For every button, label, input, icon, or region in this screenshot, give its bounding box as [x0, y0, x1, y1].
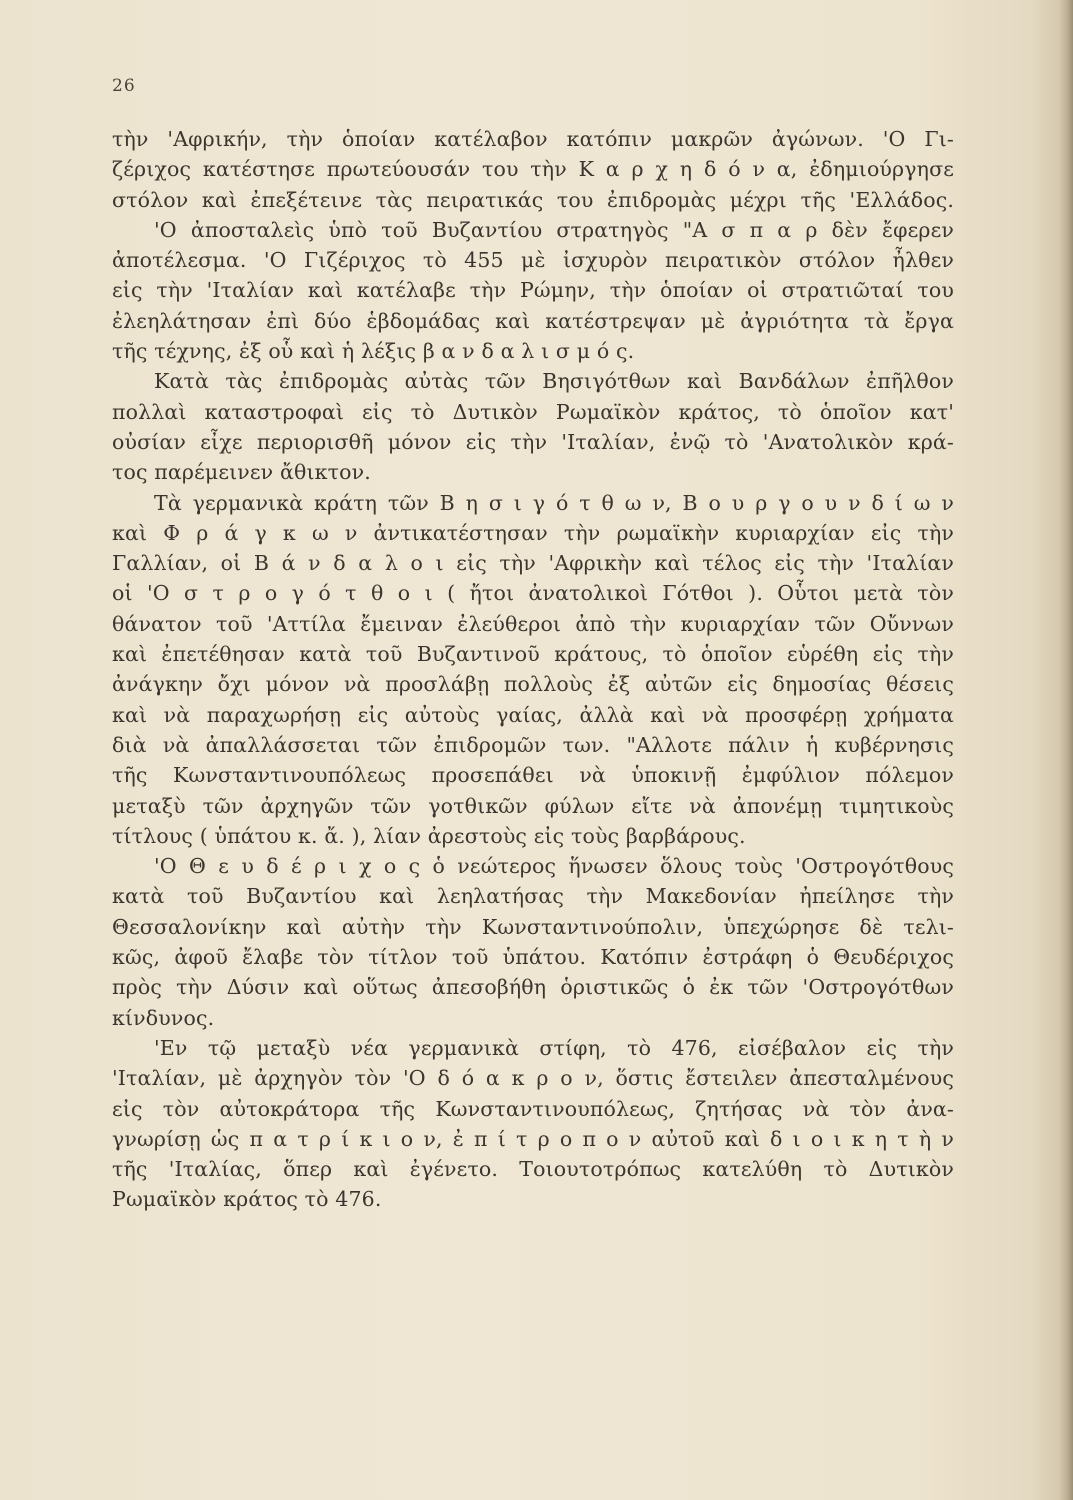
text-line: τῆς Κωνσταντινουπόλεως προσεπάθει νὰ ὑποκινῇ ἐμφύλιον πόλεμον — [112, 763, 954, 788]
text-line: τίτλους ( ὑπάτου κ. ἄ. ), λίαν ἀρεστοὺς εἰς τοὺς βαρβάρους. — [112, 823, 746, 848]
text-line: μεταξὺ τῶν ἀρχηγῶν τῶν γοτθικῶν φύλων εἴτε νὰ ἀπονέμῃ τιμητικοὺς — [112, 793, 954, 818]
text-line: 'Εν τῷ μεταξὺ νέα γερμανικὰ στίφη, τὸ 476, εἰσέβαλον εἰς τὴν — [154, 1035, 954, 1060]
page-number: 26 — [112, 76, 136, 96]
text-line: εἰς τὸν αὐτοκράτορα τῆς Κωνσταντινουπόλεως, ζητήσας νὰ τὸν ἀνα- — [112, 1096, 954, 1121]
text-line: ζέριχος κατέστησε πρωτεύουσάν του τὴν Κ α ρ χ η δ ό ν α, ἐδημιούργησε — [112, 157, 954, 182]
text-line: κῶς, ἀφοῦ ἔλαβε τὸν τίτλον τοῦ ὑπάτου. Κατόπιν ἐστράφη ὁ Θευδέριχος — [112, 945, 954, 970]
text-line: οὐσίαν εἶχε περιορισθῆ μόνον εἰς τὴν 'Ιταλίαν, ἐνῷ τὸ 'Ανατολικὸν κρά- — [112, 429, 954, 454]
text-line: εἰς τὴν 'Ιταλίαν καὶ κατέλαβε τὴν Ρώμην, τὴν ὁποίαν οἱ στρατιῶταί του — [112, 278, 954, 303]
text-line: 'Ο Θ ε υ δ έ ρ ι χ ο ς ὁ νεώτερος ἥνωσεν ὅλους τοὺς 'Οστρογότθους — [154, 854, 954, 879]
text-line: 'Ιταλίαν, μὲ ἀρχηγὸν τὸν 'Ο δ ό α κ ρ ο ν, ὅστις ἔστειλεν ἀπεσταλμένους — [112, 1066, 954, 1091]
text-line: οἱ 'Ο σ τ ρ ο γ ό τ θ ο ι ( ἤτοι ἀνατολικοὶ Γότθοι ). Οὗτοι μετὰ τὸν — [112, 581, 954, 606]
text-line: Ρωμαϊκὸν κράτος τὸ 476. — [112, 1187, 382, 1212]
text-line: Τὰ γερμανικὰ κράτη τῶν Β η σ ι γ ό τ θ ω ν, Β ο υ ρ γ ο υ ν δ ί ω ν — [154, 490, 954, 515]
body-text — [112, 124, 954, 1215]
text-line: Κατὰ τὰς ἐπιδρομὰς αὐτὰς τῶν Βησιγότθων καὶ Βανδάλων ἐπῆλθον — [154, 369, 954, 394]
text-line: τῆς 'Ιταλίας, ὅπερ καὶ ἐγένετο. Τοιουτοτρόπως κατελύθη τὸ Δυτικὸν — [112, 1157, 954, 1182]
text-line: στόλον καὶ ἐπεξέτεινε τὰς πειρατικάς του ἐπιδρομὰς μέχρι τῆς 'Ελλάδος. — [112, 187, 954, 212]
text-line: καὶ ἐπετέθησαν κατὰ τοῦ Βυζαντινοῦ κράτους, τὸ ὁποῖον εὑρέθη εἰς τὴν — [112, 642, 954, 667]
text-line: τὴν 'Αφρικήν, τὴν ὁποίαν κατέλαβον κατόπιν μακρῶν ἀγώνων. 'Ο Γι- — [112, 127, 954, 151]
text-line: τῆς τέχνης, ἐξ οὗ καὶ ἡ λέξις β α ν δ α λ ι σ μ ό ς. — [112, 339, 635, 364]
page-edge-shadow — [1059, 0, 1073, 1500]
text-line: 'Ο ἀποσταλεὶς ὑπὸ τοῦ Βυζαντίου στρατηγὸς "Α σ π α ρ δὲν ἔφερεν — [154, 217, 954, 242]
text-line: Γαλλίαν, οἱ Β ά ν δ α λ ο ι εἰς τὴν 'Αφρικὴν καὶ τέλος εἰς τὴν 'Ιταλίαν — [112, 551, 954, 576]
text-line: ἀποτέλεσμα. 'Ο Γιζέριχος τὸ 455 μὲ ἰσχυρὸν πειρατικὸν στόλον ἦλθεν — [112, 248, 954, 273]
text-line: τος παρέμεινεν ἄθικτον. — [112, 460, 371, 485]
text-line: πρὸς τὴν Δύσιν καὶ οὕτως ἀπεσοβήθη ὁριστικῶς ὁ ἐκ τῶν 'Οστρογότθων — [112, 975, 954, 1000]
text-line: κίνδυνος. — [112, 1005, 215, 1030]
text-line: πολλαὶ καταστροφαὶ εἰς τὸ Δυτικὸν Ρωμαϊκὸν κράτος, τὸ ὁποῖον κατ' — [112, 399, 954, 424]
text-line: καὶ Φ ρ ά γ κ ω ν ἀντικατέστησαν τὴν ρωμαϊκὴν κυριαρχίαν εἰς τὴν — [112, 520, 954, 545]
text-line: ἀνάγκην ὄχι μόνον νὰ προσλάβῃ πολλοὺς ἐξ αὐτῶν εἰς δημοσίας θέσεις — [112, 672, 954, 697]
text-line: Θεσσαλονίκην καὶ αὐτὴν τὴν Κωνσταντινούπολιν, ὑπεχώρησε δὲ τελι- — [112, 914, 954, 939]
text-line: θάνατον τοῦ 'Αττίλα ἔμειναν ἐλεύθεροι ἀπὸ τὴν κυριαρχίαν τῶν Οὔννων — [112, 611, 954, 636]
text-line: διὰ νὰ ἀπαλλάσσεται τῶν ἐπιδρομῶν των. "Αλλοτε πάλιν ἡ κυβέρνησις — [112, 732, 954, 757]
text-line: ἐλεηλάτησαν ἐπὶ δύο ἑβδομάδας καὶ κατέστρεψαν μὲ ἀγριότητα τὰ ἔργα — [112, 308, 954, 333]
text-line: καὶ νὰ παραχωρήσῃ εἰς αὐτοὺς γαίας, ἀλλὰ καὶ νὰ προσφέρῃ χρήματα — [112, 702, 954, 727]
text-line: γνωρίσῃ ὡς π α τ ρ ί κ ι ο ν, ἐ π ί τ ρ ο π ο ν αὐτοῦ καὶ δ ι ο ι κ η τ ὴ ν — [112, 1126, 954, 1151]
text-line: κατὰ τοῦ Βυζαντίου καὶ λεηλατήσας τὴν Μακεδονίαν ἠπείλησε τὴν — [112, 884, 954, 909]
